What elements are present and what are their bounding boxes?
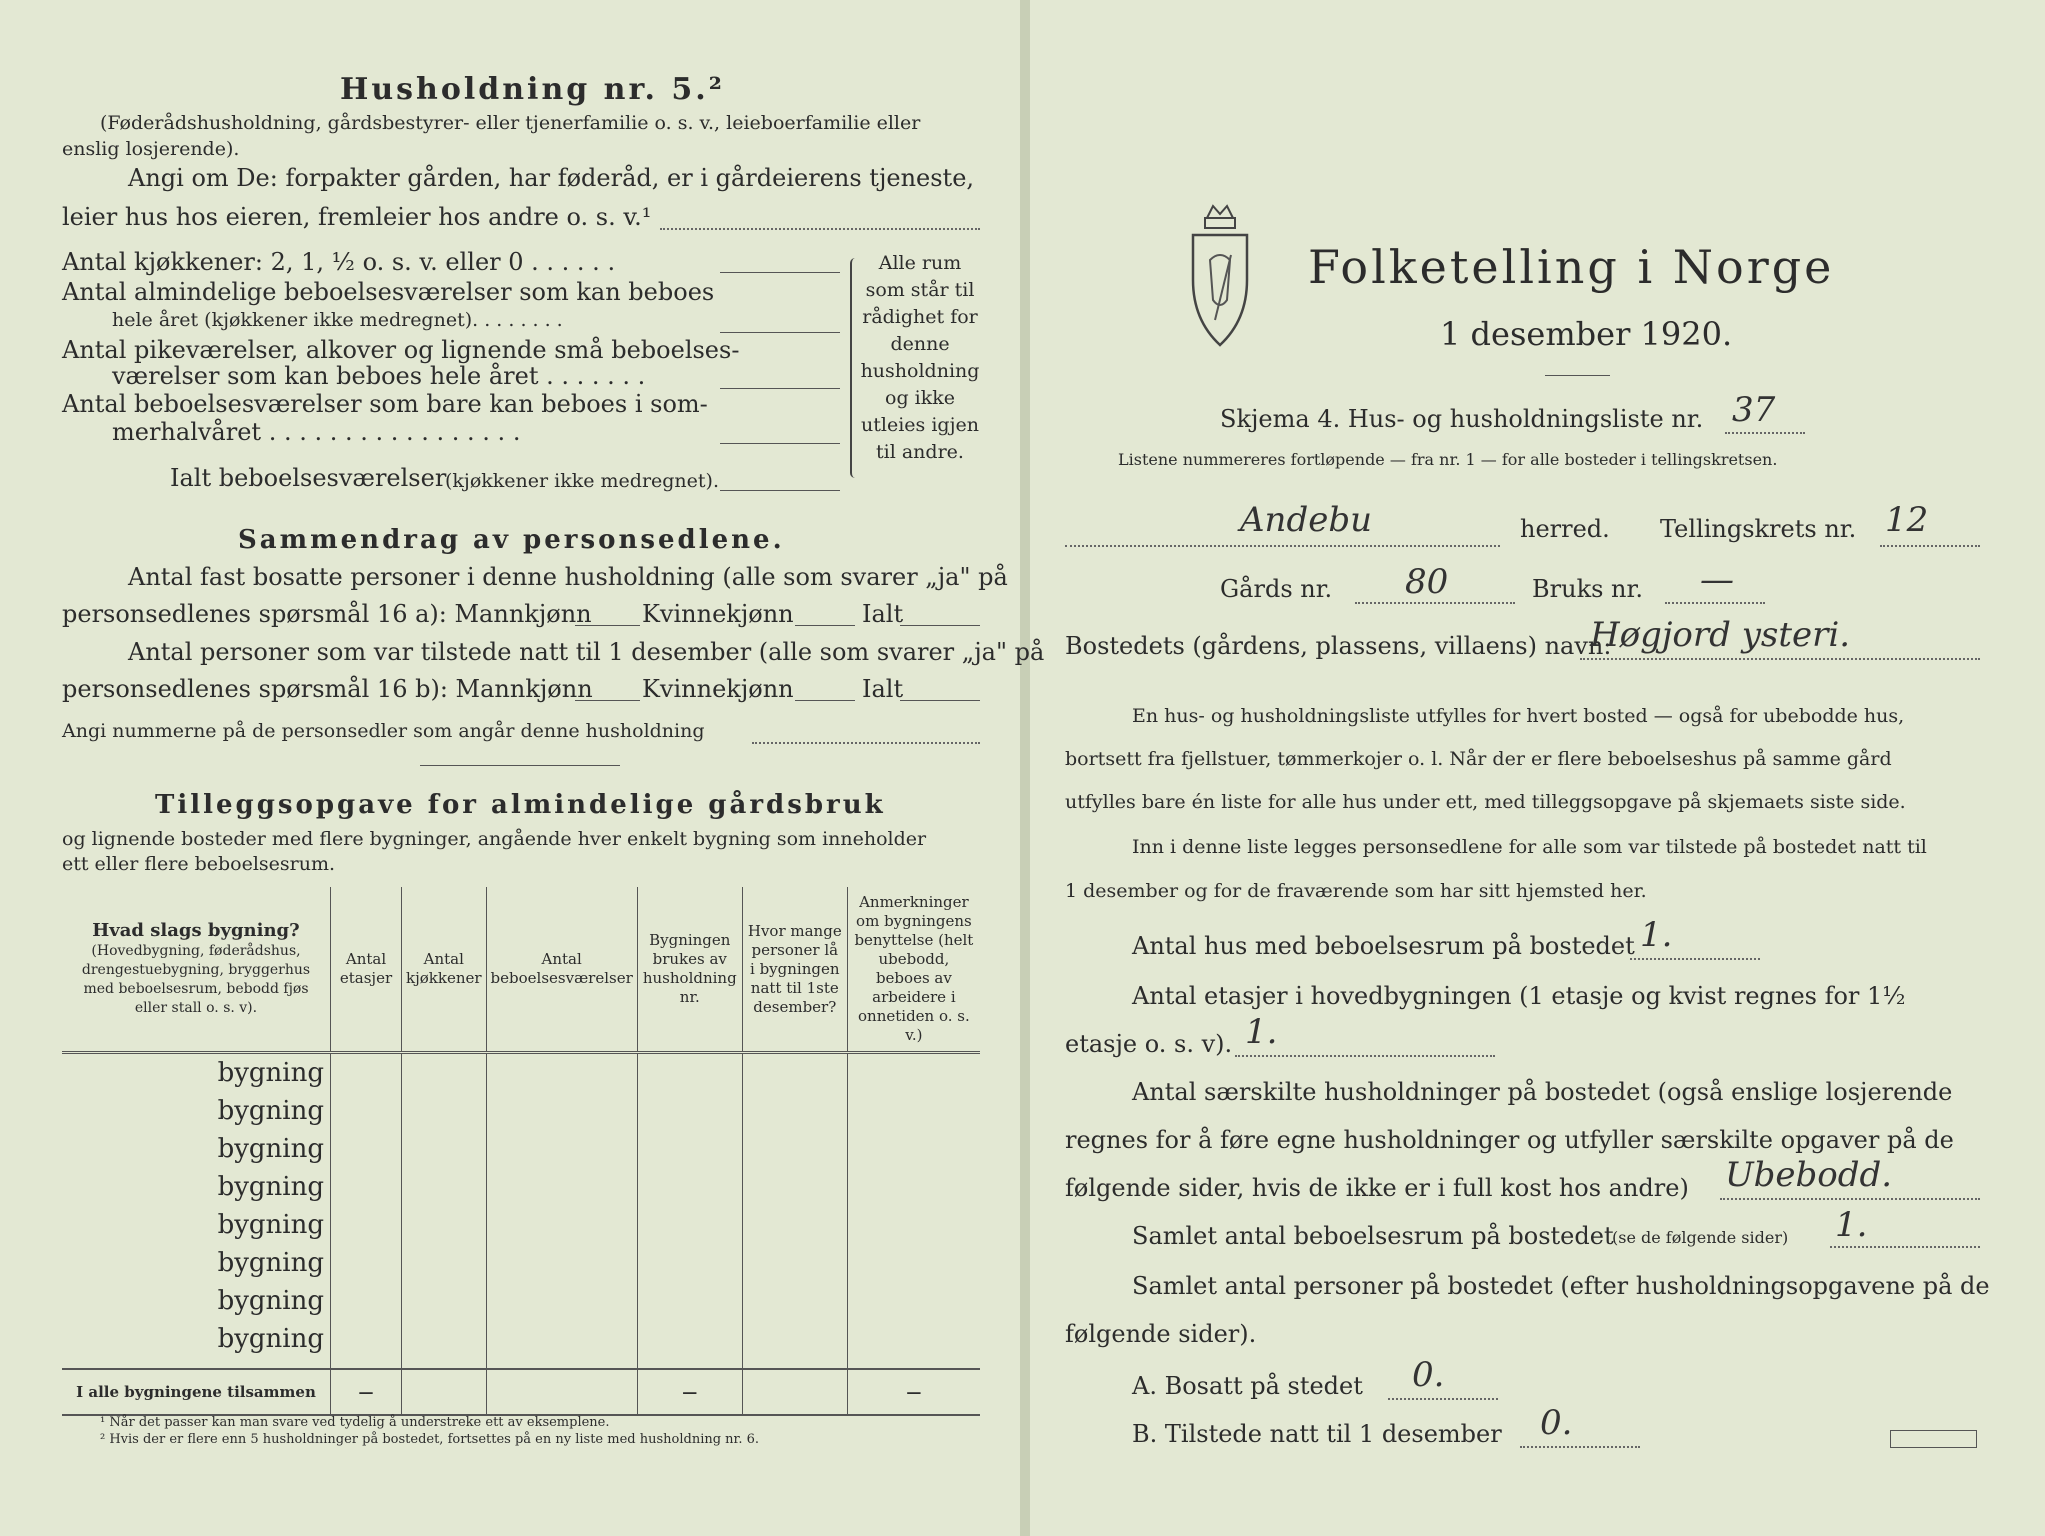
rooms-ordinary-a: Antal almindelige beboelsesværelser som kan beboes — [62, 278, 715, 306]
gards-label: Gårds nr. — [1220, 575, 1333, 603]
col-floors: Antal etasjer — [331, 887, 402, 1053]
printer-stamp — [1890, 1430, 1977, 1448]
row-label: bygning — [217, 1134, 324, 1164]
total-answer-line[interactable] — [720, 490, 840, 491]
supplement-line1: og lignende bosteder med flere bygninger, angående hver enkelt bygning som inneholder — [62, 828, 927, 850]
col-household: Bygningen brukes av husholdning nr. — [637, 887, 742, 1053]
krets-label: Tellingskrets nr. — [1660, 515, 1857, 543]
q-bosatt-value: 0. — [1412, 1355, 1445, 1395]
table-row[interactable] — [62, 1053, 980, 1093]
q-tilstede-line[interactable] — [1520, 1446, 1640, 1448]
krets-value: 12 — [1885, 500, 1929, 540]
schema-no-value: 37 — [1732, 390, 1776, 430]
q-households-b: regnes for å føre egne husholdninger og utfyller særskilte opgaver på de — [1065, 1126, 1954, 1154]
fast-male-line[interactable] — [575, 625, 640, 626]
total-floors-dash: — — [331, 1369, 402, 1415]
total-row-label: I alle bygningene tilsammen — [62, 1369, 331, 1415]
q-houses-line[interactable] — [1630, 958, 1760, 960]
summary-p2b: personsedlenes spørsmål 16 b): Mannkjønn — [62, 675, 593, 703]
schema-label: Skjema 4. Hus- og husholdningsliste nr. — [1220, 405, 1704, 433]
rooms-side-note: Alle rum som står til rådighet for denne husholdning og ikke utleies igjen til andre. — [860, 252, 980, 463]
q-households-value: Ubebodd. — [1725, 1155, 1893, 1195]
footnote-2: ² Hvis der er flere enn 5 husholdninger på bostedet, fortsettes på en ny liste med husholdning nr. 6. — [100, 1432, 760, 1447]
q-rooms-line[interactable] — [1830, 1246, 1980, 1248]
summary-numbers: Angi nummerne på de personsedler som angår denne husholdning — [62, 720, 705, 742]
col-remarks: Anmerkninger om bygningens benyttelse (helt ubebodd, beboes av arbeidere i onnetiden o. s. v.) — [847, 887, 980, 1053]
present-total-label: Ialt — [862, 675, 904, 703]
kitchens-answer-line[interactable] — [720, 272, 840, 273]
bruks-label: Bruks nr. — [1532, 575, 1643, 603]
rooms-kitchens: Antal kjøkkener: 2, 1, ½ o. s. v. eller 0 . . . . . . — [62, 248, 616, 276]
q-floors-b: etasje o. s. v). — [1065, 1030, 1233, 1058]
q-floors-line[interactable] — [1235, 1055, 1495, 1057]
q-floors-a: Antal etasjer i hovedbygningen (1 etasje og kvist regnes for 1½ — [1132, 982, 1906, 1010]
info-line2: bortsett fra fjellstuer, tømmerkojer o. l. Når der er flere beboelseshus på samme gård — [1065, 748, 1892, 770]
herred-line[interactable] — [1065, 545, 1500, 547]
row-label: bygning — [217, 1210, 324, 1240]
q-households-c: følgende sider, hvis de ikke er i full kost hos andre) — [1065, 1174, 1689, 1202]
table-row[interactable] — [62, 1206, 980, 1244]
household-title: Husholdning nr. 5.² — [340, 72, 725, 107]
q-rooms-label: Samlet antal beboelsesrum på bostedet — [1132, 1222, 1614, 1250]
summary-heading: Sammendrag av personsedlene. — [238, 525, 785, 555]
title-divider — [1545, 375, 1610, 376]
q-persons-b: følgende sider). — [1065, 1320, 1257, 1348]
bosted-line[interactable] — [1580, 658, 1980, 660]
schema-no-line[interactable] — [1725, 432, 1805, 434]
fast-female-line[interactable] — [795, 625, 855, 626]
present-female-line[interactable] — [795, 700, 855, 701]
summary-p2a: Antal personer som var tilstede natt til 1 desember (alle som svarer „ja" på — [128, 638, 1045, 666]
col-persons: Hvor mange personer lå i bygningen natt til 1ste desember? — [742, 887, 847, 1053]
table-row[interactable] — [62, 1168, 980, 1206]
fast-total-label: Ialt — [862, 600, 904, 628]
q-households-line[interactable] — [1720, 1198, 1980, 1200]
coat-of-arms-icon — [1185, 200, 1255, 350]
summary-p1b: personsedlenes spørsmål 16 a): Mannkjønn — [62, 600, 592, 628]
intro-line1: (Føderådshusholdning, gårdsbestyrer- eller tjenerfamilie o. s. v., leieboerfamilie eller — [100, 112, 921, 134]
census-title: Folketelling i Norge — [1308, 240, 1835, 294]
intro-answer-line[interactable] — [660, 228, 980, 230]
table-row[interactable] — [62, 1130, 980, 1168]
supplement-heading: Tilleggsopgave for almindelige gårdsbruk — [155, 790, 886, 820]
rooms-total-note: (kjøkkener ikke medregnet). — [445, 470, 719, 492]
rooms-ordinary-b: hele året (kjøkkener ikke medregnet). . . . . . . . — [112, 309, 563, 331]
building-table — [62, 887, 980, 1416]
gards-line[interactable] — [1355, 602, 1515, 604]
q-floors-value: 1. — [1245, 1012, 1278, 1052]
row-label: bygning — [217, 1248, 324, 1278]
intro-line2: enslig losjerende). — [62, 138, 240, 160]
q-houses-value: 1. — [1640, 915, 1673, 955]
bosted-label: Bostedets (gårdens, plassens, villaens) navn: — [1065, 632, 1612, 660]
q-bosatt-line[interactable] — [1388, 1398, 1498, 1400]
rooms-brace — [850, 258, 860, 478]
total-household-dash: — — [637, 1369, 742, 1415]
fast-female-label: Kvinnekjønn — [642, 600, 794, 628]
section-divider — [420, 765, 620, 766]
rooms-total-label: Ialt beboelsesværelser — [170, 464, 447, 492]
info-line3: utfylles bare én liste for alle hus under ett, med tilleggsopgave på skjemaets siste side. — [1065, 791, 1906, 813]
q-persons-a: Samlet antal personer på bostedet (efter husholdningsopgavene på de — [1132, 1272, 1990, 1300]
q-houses-label: Antal hus med beboelsesrum på bostedet — [1132, 932, 1635, 960]
page-fold — [1020, 0, 1030, 1536]
ordinary-answer-line[interactable] — [720, 332, 840, 333]
table-total-row[interactable] — [62, 1369, 980, 1415]
intro-line4: leier hus hos eieren, fremleier hos andre o. s. v.¹ — [62, 203, 652, 231]
row-label: bygning — [217, 1096, 324, 1126]
row-label: bygning — [217, 1058, 324, 1088]
summary-p1a: Antal fast bosatte personer i denne husholdning (alle som svarer „ja" på — [128, 563, 1008, 591]
footnote-1: ¹ Når det passer kan man svare ved tydelig å understreke ett av eksemplene. — [100, 1415, 610, 1430]
table-row[interactable] — [62, 1282, 980, 1320]
gards-value: 80 — [1405, 562, 1449, 602]
q-rooms-value: 1. — [1835, 1205, 1868, 1245]
row-label: bygning — [217, 1324, 324, 1354]
small-answer-line[interactable] — [720, 388, 840, 389]
bosted-value: Høgjord ysteri. — [1590, 615, 1851, 655]
col-rooms: Antal beboelsesværelser — [486, 887, 637, 1053]
row-label: bygning — [217, 1172, 324, 1202]
col-kitchens: Antal kjøkkener — [402, 887, 487, 1053]
table-row[interactable] — [62, 1092, 980, 1130]
row-label: bygning — [217, 1286, 324, 1316]
numbers-answer-line[interactable] — [752, 742, 980, 744]
total-remarks-dash: — — [847, 1369, 980, 1415]
bruks-value: — — [1700, 560, 1734, 600]
rooms-summer-a: Antal beboelsesværelser som bare kan beboes i som- — [62, 390, 708, 418]
q-bosatt-label: A. Bosatt på stedet — [1132, 1372, 1363, 1400]
census-date: 1 desember 1920. — [1440, 315, 1733, 353]
info-line5: 1 desember og for de fraværende som har sitt hjemsted her. — [1065, 880, 1647, 902]
col-building-type: Hvad slags bygning? (Hovedbygning, føderådshus, drengestuebygning, bryggerhus med beboelsesrum, bebodd fjøs eller stall o. s. v). — [62, 887, 331, 1053]
rooms-small-b: værelser som kan beboes hele året . . . . . . . — [112, 362, 646, 390]
present-female-label: Kvinnekjønn — [642, 675, 794, 703]
supplement-line2: ett eller flere beboelsesrum. — [62, 853, 336, 875]
q-tilstede-value: 0. — [1540, 1403, 1573, 1443]
table-row[interactable] — [62, 1244, 980, 1282]
summer-answer-line[interactable] — [720, 443, 840, 444]
present-male-line[interactable] — [575, 700, 640, 701]
bruks-line[interactable] — [1665, 602, 1765, 604]
intro-line3: Angi om De: forpakter gården, har føderåd, er i gårdeierens tjeneste, — [128, 164, 975, 192]
herred-label: herred. — [1520, 515, 1610, 543]
q-households-a: Antal særskilte husholdninger på bostedet (også enslige losjerende — [1132, 1078, 1953, 1106]
q-rooms-note: (se de følgende sider) — [1612, 1228, 1789, 1247]
table-row[interactable] — [62, 1320, 980, 1358]
herred-value: Andebu — [1240, 500, 1372, 540]
info-line4: Inn i denne liste legges personsedlene for alle som var tilstede på bostedet natt til — [1132, 836, 1927, 858]
rooms-summer-b: merhalvåret . . . . . . . . . . . . . . . . . — [112, 418, 521, 446]
info-line1: En hus- og husholdningsliste utfylles for hvert bosted — også for ubebodde hus, — [1132, 705, 1905, 727]
numbering-note: Listene nummereres fortløpende — fra nr. 1 — for alle bosteder i tellingskretsen. — [1118, 450, 1778, 469]
krets-line[interactable] — [1880, 545, 1980, 547]
q-tilstede-label: B. Tilstede natt til 1 desember — [1132, 1420, 1502, 1448]
fast-total-line[interactable] — [900, 625, 980, 626]
rooms-small-a: Antal pikeværelser, alkover og lignende små beboelses- — [62, 336, 740, 364]
present-total-line[interactable] — [900, 700, 980, 701]
